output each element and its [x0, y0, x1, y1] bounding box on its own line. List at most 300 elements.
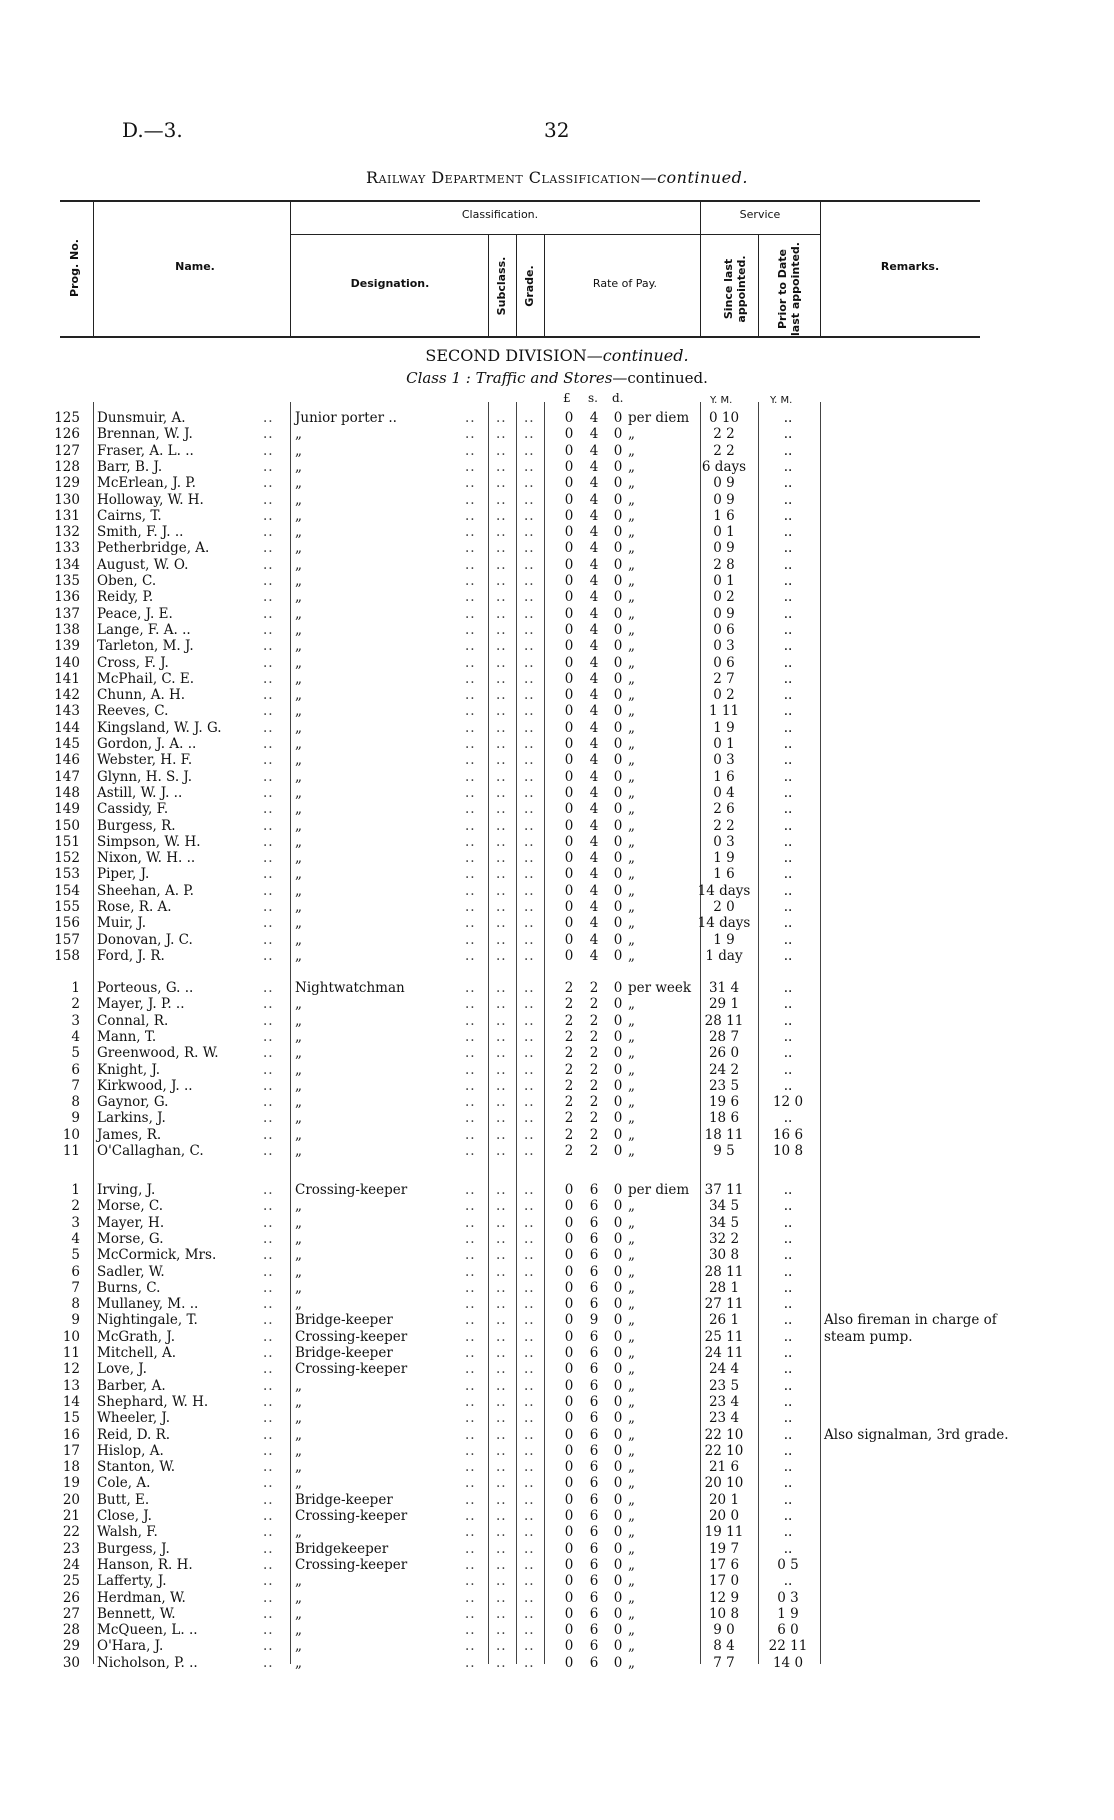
table-row: [0, 1622, 1114, 1638]
row-designation: Crossing-keeper: [295, 1556, 408, 1573]
row-pence: 0: [613, 556, 623, 573]
row-pence: 0: [613, 475, 623, 492]
table-row: [0, 1394, 1114, 1410]
row-number: 147: [54, 768, 80, 785]
row-number: 19: [62, 1475, 80, 1492]
leader-dots: ..: [465, 1345, 476, 1361]
leader-dots: ..: [524, 573, 535, 589]
leader-dots: ..: [263, 915, 274, 932]
row-rate-unit: „: [628, 1345, 635, 1361]
leader-dots: ..: [465, 638, 476, 655]
row-since-last: 24 4: [708, 1361, 740, 1378]
leader-dots: ..: [524, 1475, 535, 1492]
leader-dots: ..: [263, 1312, 274, 1329]
row-name: Nixon, W. H. ..: [97, 850, 196, 867]
row-prior-to-date: ..: [783, 980, 793, 996]
row-since-last: 9 5: [713, 1143, 735, 1159]
leader-dots: ..: [524, 507, 535, 524]
leader-dots: ..: [524, 768, 535, 785]
leader-dots: ..: [496, 1094, 507, 1111]
row-name: O'Callaghan, C.: [97, 1143, 204, 1159]
row-shillings: 6: [589, 1230, 599, 1247]
leader-dots: ..: [524, 801, 535, 818]
row-rate-unit: „: [628, 817, 635, 834]
row-number: 135: [54, 573, 80, 589]
row-pounds: 0: [564, 1573, 574, 1590]
row-pence: 0: [613, 1279, 623, 1296]
row-since-last: 34 5: [708, 1214, 740, 1231]
row-rate-unit: „: [628, 1247, 635, 1264]
row-name: Stanton, W.: [97, 1459, 176, 1476]
class-label: Class 1 :: [406, 369, 471, 387]
row-number: 21: [62, 1508, 80, 1524]
row-since-last: 0 4: [713, 784, 735, 801]
table-row: [0, 1557, 1114, 1573]
row-rate-unit: „: [628, 866, 635, 883]
row-pence: 0: [613, 1296, 623, 1313]
leader-dots: ..: [263, 866, 274, 883]
row-shillings: 6: [589, 1442, 599, 1459]
leader-dots: ..: [263, 1459, 274, 1476]
leader-dots: ..: [524, 1247, 535, 1264]
row-designation: „: [295, 638, 302, 655]
row-since-last: 0 3: [713, 833, 735, 850]
row-pence: 0: [613, 1377, 623, 1394]
row-designation: „: [295, 1393, 302, 1410]
leader-dots: ..: [465, 768, 476, 785]
row-shillings: 6: [589, 1556, 599, 1573]
row-number: 150: [54, 817, 80, 834]
leader-dots: ..: [263, 1638, 274, 1655]
row-name: Reeves, C.: [97, 703, 169, 720]
row-name: Cairns, T.: [97, 507, 162, 524]
row-pence: 0: [613, 1345, 623, 1361]
leader-dots: ..: [465, 1524, 476, 1541]
table-row: [0, 573, 1114, 589]
row-name: August, W. O.: [97, 556, 189, 573]
leader-dots: ..: [465, 442, 476, 459]
row-shillings: 4: [589, 621, 599, 638]
row-number: 129: [54, 475, 80, 492]
row-prior-to-date: ..: [783, 703, 793, 720]
row-since-last: 0 10: [708, 410, 740, 426]
row-name: Rose, R. A.: [97, 899, 172, 915]
leader-dots: ..: [465, 1638, 476, 1655]
leader-dots: ..: [263, 817, 274, 834]
row-designation: „: [295, 931, 302, 948]
row-prior-to-date: ..: [783, 1508, 793, 1524]
row-prior-to-date: ..: [783, 784, 793, 801]
leader-dots: ..: [465, 1012, 476, 1029]
leader-dots: ..: [263, 573, 274, 589]
row-shillings: 6: [589, 1540, 599, 1557]
table-row: [0, 996, 1114, 1012]
row-number: 151: [54, 833, 80, 850]
row-shillings: 4: [589, 719, 599, 736]
row-since-last: 22 10: [704, 1442, 744, 1459]
table-row: [0, 1345, 1114, 1361]
row-rate-unit: „: [628, 1028, 635, 1045]
row-pounds: 0: [564, 703, 574, 720]
row-since-last: 28 7: [708, 1028, 740, 1045]
row-name: Dunsmuir, A.: [97, 410, 186, 426]
leader-dots: ..: [263, 1279, 274, 1296]
leader-dots: ..: [465, 1247, 476, 1264]
row-rate-unit: „: [628, 442, 635, 459]
row-prior-to-date: 0 3: [777, 1589, 799, 1606]
row-number: 137: [54, 605, 80, 622]
row-rate-unit: „: [628, 1605, 635, 1622]
leader-dots: ..: [465, 1410, 476, 1427]
row-name: Love, J.: [97, 1361, 147, 1378]
row-pounds: 0: [564, 1230, 574, 1247]
row-shillings: 4: [589, 442, 599, 459]
row-number: 7: [71, 1279, 80, 1296]
row-pounds: 0: [564, 654, 574, 671]
row-rate-unit: „: [628, 1045, 635, 1062]
row-name: McErlean, J. P.: [97, 475, 196, 492]
row-prior-to-date: ..: [783, 1377, 793, 1394]
row-shillings: 6: [589, 1410, 599, 1427]
row-number: 144: [54, 719, 80, 736]
row-number: 5: [71, 1247, 80, 1264]
row-since-last: 1 6: [713, 507, 735, 524]
leader-dots: ..: [263, 1182, 274, 1198]
leader-dots: ..: [263, 1230, 274, 1247]
table-row: [0, 1013, 1114, 1029]
leader-dots: ..: [263, 947, 274, 964]
row-pounds: 0: [564, 621, 574, 638]
leader-dots: ..: [263, 475, 274, 492]
row-pence: 0: [613, 1556, 623, 1573]
table-row: [0, 1590, 1114, 1606]
leader-dots: ..: [465, 458, 476, 475]
row-since-last: 0 9: [713, 540, 735, 557]
table-row: [0, 508, 1114, 524]
row-pounds: 0: [564, 1198, 574, 1215]
table-row: [0, 1361, 1114, 1377]
row-designation: „: [295, 1426, 302, 1443]
row-pounds: 0: [564, 442, 574, 459]
leader-dots: ..: [524, 1094, 535, 1111]
row-name: Mann, T.: [97, 1028, 157, 1045]
table-row: [0, 915, 1114, 931]
row-prior-to-date: ..: [783, 833, 793, 850]
row-name: Sadler, W.: [97, 1263, 165, 1280]
row-rate-unit: „: [628, 540, 635, 557]
row-prior-to-date: ..: [783, 850, 793, 867]
table-row: [0, 1062, 1114, 1078]
row-pounds: 2: [564, 1094, 574, 1111]
leader-dots: ..: [263, 1654, 274, 1671]
row-rate-unit: „: [628, 670, 635, 687]
row-rate-unit: „: [628, 458, 635, 475]
leader-dots: ..: [524, 1077, 535, 1094]
row-designation: „: [295, 817, 302, 834]
leader-dots: ..: [524, 1410, 535, 1427]
leader-dots: ..: [496, 1214, 507, 1231]
row-pounds: 0: [564, 540, 574, 557]
row-shillings: 6: [589, 1426, 599, 1443]
row-designation: „: [295, 1654, 302, 1671]
row-rate-unit: „: [628, 1279, 635, 1296]
leader-dots: ..: [263, 703, 274, 720]
row-rate-unit: per diem: [628, 1182, 690, 1198]
table-row: [0, 1443, 1114, 1459]
row-rate-unit: „: [628, 491, 635, 508]
leader-dots: ..: [263, 980, 274, 996]
row-shillings: 6: [589, 1589, 599, 1606]
row-number: 130: [54, 491, 80, 508]
row-rate-unit: „: [628, 1393, 635, 1410]
leader-dots: ..: [496, 687, 507, 704]
row-rate-unit: „: [628, 556, 635, 573]
table-row: [0, 1573, 1114, 1589]
row-shillings: 4: [589, 670, 599, 687]
row-pounds: 0: [564, 410, 574, 426]
row-shillings: 4: [589, 507, 599, 524]
row-prior-to-date: ..: [783, 458, 793, 475]
row-number: 156: [54, 915, 80, 932]
row-name: Larkins, J.: [97, 1110, 166, 1127]
leader-dots: ..: [496, 719, 507, 736]
leader-dots: ..: [263, 442, 274, 459]
row-since-last: 6 days: [701, 458, 747, 475]
leader-dots: ..: [496, 1475, 507, 1492]
row-designation: „: [295, 719, 302, 736]
row-pounds: 0: [564, 426, 574, 443]
row-prior-to-date: ..: [783, 996, 793, 1013]
row-pounds: 0: [564, 1377, 574, 1394]
row-prior-to-date: ..: [783, 882, 793, 899]
row-prior-to-date: ..: [783, 1540, 793, 1557]
row-pence: 0: [613, 1214, 623, 1231]
row-since-last: 0 2: [713, 589, 735, 606]
row-shillings: 6: [589, 1345, 599, 1361]
row-name: Peace, J. E.: [97, 605, 173, 622]
row-shillings: 4: [589, 654, 599, 671]
row-pounds: 0: [564, 507, 574, 524]
leader-dots: ..: [496, 850, 507, 867]
row-pence: 0: [613, 1061, 623, 1078]
leader-dots: ..: [496, 1654, 507, 1671]
leader-dots: ..: [465, 1622, 476, 1639]
table-row: [0, 1475, 1114, 1491]
row-number: 8: [71, 1296, 80, 1313]
row-prior-to-date: ..: [783, 1263, 793, 1280]
row-pounds: 0: [564, 752, 574, 769]
row-since-last: 0 1: [713, 736, 735, 752]
row-shillings: 6: [589, 1654, 599, 1671]
row-since-last: 7 7: [713, 1654, 735, 1671]
table-row: [0, 1231, 1114, 1247]
row-number: 6: [71, 1263, 80, 1280]
row-designation: Crossing-keeper: [295, 1182, 408, 1198]
row-shillings: 2: [589, 1045, 599, 1062]
table-row: [0, 1127, 1114, 1143]
row-since-last: 37 11: [704, 1182, 744, 1198]
leader-dots: ..: [524, 670, 535, 687]
leader-dots: ..: [496, 1589, 507, 1606]
leader-dots: ..: [465, 556, 476, 573]
row-pounds: 0: [564, 850, 574, 867]
row-rate-unit: „: [628, 621, 635, 638]
leader-dots: ..: [465, 621, 476, 638]
row-since-last: 2 7: [713, 670, 735, 687]
leader-dots: ..: [496, 573, 507, 589]
title-suffix: —continued.: [640, 168, 748, 187]
row-since-last: 1 11: [708, 703, 740, 720]
row-since-last: 1 6: [713, 866, 735, 883]
row-rate-unit: „: [628, 915, 635, 932]
row-since-last: 32 2: [708, 1230, 740, 1247]
row-number: 10: [62, 1126, 80, 1143]
row-rate-unit: „: [628, 589, 635, 606]
row-pence: 0: [613, 736, 623, 752]
row-rate-unit: „: [628, 1214, 635, 1231]
row-name: Cassidy, F.: [97, 801, 169, 818]
row-shillings: 4: [589, 589, 599, 606]
row-prior-to-date: 6 0: [777, 1622, 799, 1639]
row-name: Burns, C.: [97, 1279, 161, 1296]
row-pounds: 0: [564, 1296, 574, 1313]
row-pence: 0: [613, 1589, 623, 1606]
leader-dots: ..: [465, 1361, 476, 1378]
leader-dots: ..: [263, 1426, 274, 1443]
units-shillings: s.: [588, 391, 598, 405]
leader-dots: ..: [465, 687, 476, 704]
table-row: [0, 1638, 1114, 1654]
row-pounds: 0: [564, 1654, 574, 1671]
row-pence: 0: [613, 1508, 623, 1524]
row-number: 154: [54, 882, 80, 899]
row-rate-unit: „: [628, 1540, 635, 1557]
table-row: [0, 671, 1114, 687]
leader-dots: ..: [465, 1377, 476, 1394]
leader-dots: ..: [496, 1263, 507, 1280]
leader-dots: ..: [524, 1182, 535, 1198]
row-name: Gordon, J. A. ..: [97, 736, 197, 752]
leader-dots: ..: [496, 866, 507, 883]
row-number: 127: [54, 442, 80, 459]
row-designation: „: [295, 1410, 302, 1427]
row-since-last: 28 11: [704, 1263, 744, 1280]
leader-dots: ..: [524, 589, 535, 606]
row-designation: „: [295, 703, 302, 720]
row-designation: „: [295, 784, 302, 801]
row-shillings: 6: [589, 1361, 599, 1378]
row-pounds: 0: [564, 670, 574, 687]
leader-dots: ..: [263, 507, 274, 524]
row-since-last: 0 3: [713, 638, 735, 655]
row-name: Barber, A.: [97, 1377, 166, 1394]
leader-dots: ..: [524, 1377, 535, 1394]
leader-dots: ..: [465, 654, 476, 671]
leader-dots: ..: [263, 931, 274, 948]
row-name: Ford, J. R.: [97, 947, 165, 964]
row-rate-unit: „: [628, 850, 635, 867]
table-row: [0, 1541, 1114, 1557]
leader-dots: ..: [524, 1230, 535, 1247]
row-name: Petherbridge, A.: [97, 540, 210, 557]
row-pounds: 0: [564, 1540, 574, 1557]
row-name: James, R.: [97, 1126, 162, 1143]
row-prior-to-date: ..: [783, 589, 793, 606]
leader-dots: ..: [524, 1279, 535, 1296]
leader-dots: ..: [465, 1061, 476, 1078]
row-number: 29: [62, 1638, 80, 1655]
row-prior-to-date: ..: [783, 1426, 793, 1443]
row-designation: Crossing-keeper: [295, 1508, 408, 1524]
leader-dots: ..: [263, 670, 274, 687]
row-number: 20: [62, 1491, 80, 1508]
leader-dots: ..: [465, 1442, 476, 1459]
table-row: [0, 736, 1114, 752]
table-row: [0, 492, 1114, 508]
row-rate-unit: „: [628, 1475, 635, 1492]
table-row: [0, 1459, 1114, 1475]
row-shillings: 6: [589, 1296, 599, 1313]
leader-dots: ..: [496, 736, 507, 752]
leader-dots: ..: [524, 1393, 535, 1410]
row-shillings: 6: [589, 1247, 599, 1264]
table-row: [0, 752, 1114, 768]
leader-dots: ..: [496, 1540, 507, 1557]
row-number: 132: [54, 524, 80, 541]
row-prior-to-date: ..: [783, 1442, 793, 1459]
leader-dots: ..: [465, 1126, 476, 1143]
row-prior-to-date: ..: [783, 1028, 793, 1045]
leader-dots: ..: [465, 1459, 476, 1476]
leader-dots: ..: [524, 1126, 535, 1143]
header-service: Service: [739, 208, 781, 221]
row-shillings: 6: [589, 1475, 599, 1492]
row-shillings: 4: [589, 752, 599, 769]
row-shillings: 2: [589, 1077, 599, 1094]
row-pence: 0: [613, 915, 623, 932]
row-name: Gaynor, G.: [97, 1094, 169, 1111]
leader-dots: ..: [496, 442, 507, 459]
leader-dots: ..: [465, 475, 476, 492]
leader-dots: ..: [524, 850, 535, 867]
leader-dots: ..: [524, 1524, 535, 1541]
table-row: [0, 1524, 1114, 1540]
row-pence: 0: [613, 1622, 623, 1639]
row-pence: 0: [613, 458, 623, 475]
leader-dots: ..: [465, 1263, 476, 1280]
row-rate-unit: „: [628, 1296, 635, 1313]
leader-dots: ..: [263, 1077, 274, 1094]
row-designation: „: [295, 850, 302, 867]
row-number: 158: [54, 947, 80, 964]
row-rate-unit: per diem: [628, 410, 690, 426]
row-pence: 0: [613, 882, 623, 899]
leader-dots: ..: [496, 458, 507, 475]
leader-dots: ..: [465, 1094, 476, 1111]
row-name: Kingsland, W. J. G.: [97, 719, 222, 736]
row-number: 16: [62, 1426, 80, 1443]
row-since-last: 8 4: [713, 1638, 735, 1655]
leader-dots: ..: [263, 524, 274, 541]
row-since-last: 2 6: [713, 801, 735, 818]
row-pounds: 0: [564, 475, 574, 492]
row-pounds: 2: [564, 1110, 574, 1127]
row-since-last: 23 5: [708, 1377, 740, 1394]
row-pounds: 0: [564, 1508, 574, 1524]
row-designation: „: [295, 752, 302, 769]
row-number: 9: [71, 1312, 80, 1329]
row-number: 27: [62, 1605, 80, 1622]
